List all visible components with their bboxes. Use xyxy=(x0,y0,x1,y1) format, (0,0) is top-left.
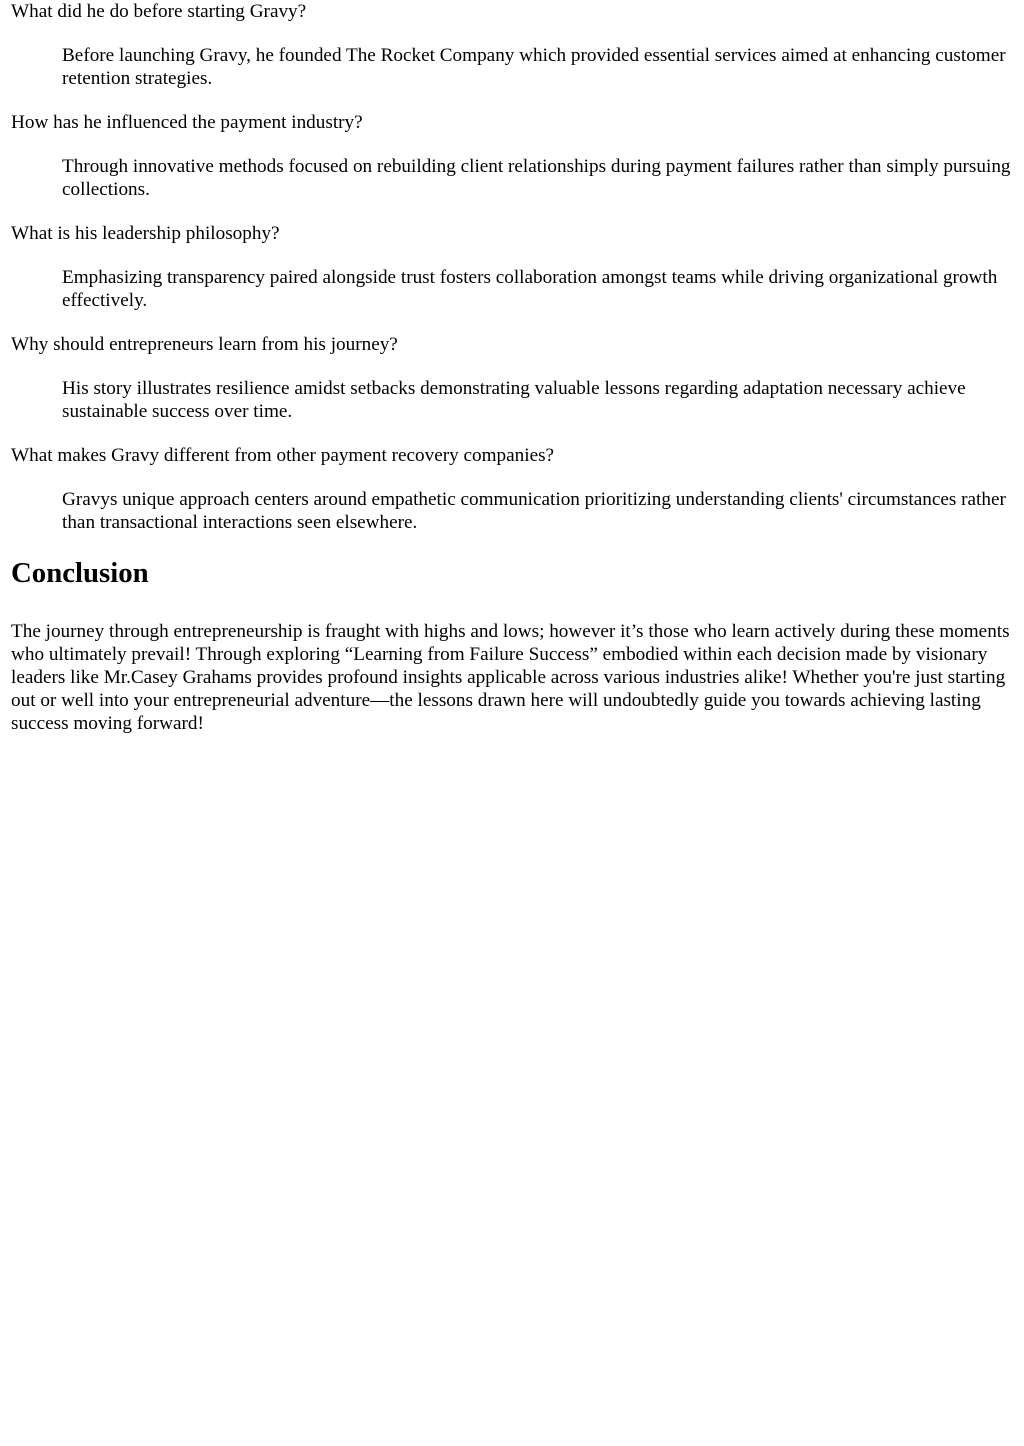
faq-question: How has he influenced the payment industry? xyxy=(11,112,363,133)
faq-answer: His story illustrates resilience amidst setbacks demonstrating valuable lessons regarding adaptation necessary achieve sustainable success over time. xyxy=(62,378,966,422)
conclusion-paragraph: The journey through entrepreneurship is fraught with highs and lows; however it’s those who learn actively during these moments who ultimately prevail! Through exploring “Learning from Failure Success” embodied within each decision made by visionary leaders like Mr.Casey Grahams provides profound insights applicable across various industries alike! Whether you're just starting out or well into your entrepreneurial adventure—the lessons drawn here will undoubtedly guide you towards achieving lasting success moving forward! xyxy=(11,621,1010,734)
faq-answer: Emphasizing transparency paired alongside trust fosters collaboration amongst teams while driving organizational growth effectively. xyxy=(62,267,998,311)
faq-answer: Gravys unique approach centers around empathetic communication prioritizing understanding clients' circumstances rather than transactional interactions seen elsewhere. xyxy=(62,489,1006,533)
faq-question: What did he do before starting Gravy? xyxy=(11,1,307,22)
faq-question: What makes Gravy different from other payment recovery companies? xyxy=(11,445,555,466)
faq-list xyxy=(11,0,1013,534)
faq-question: Why should entrepreneurs learn from his journey? xyxy=(11,334,398,355)
conclusion-heading: Conclusion xyxy=(11,557,149,589)
faq-answer: Before launching Gravy, he founded The Rocket Company which provided essential services aimed at enhancing customer retention strategies. xyxy=(62,45,1006,89)
faq-question: What is his leadership philosophy? xyxy=(11,223,280,244)
faq-answer: Through innovative methods focused on rebuilding client relationships during payment failures rather than simply pursuing collections. xyxy=(62,156,1011,200)
